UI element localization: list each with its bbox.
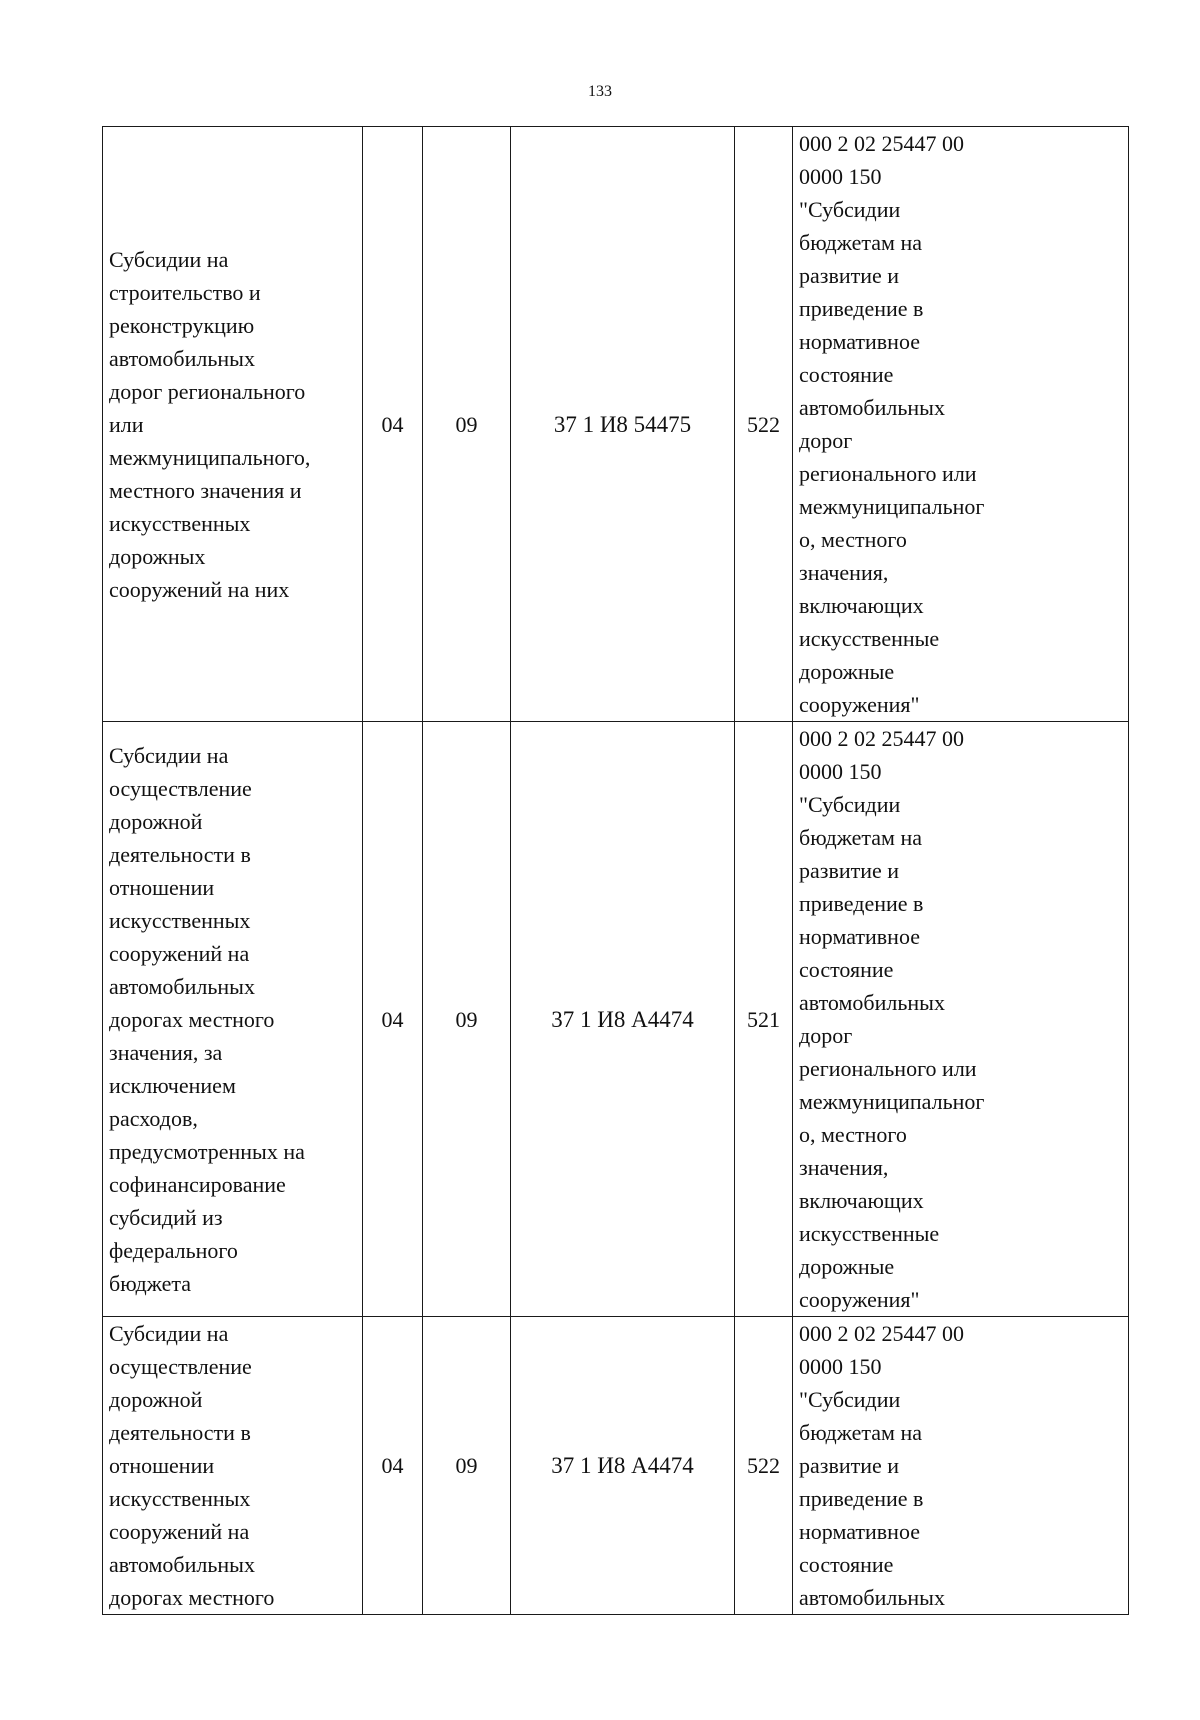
expense-name-line: или (109, 411, 144, 437)
revenue-source-line: 000 2 02 25447 00 (799, 726, 964, 751)
revenue-source-line: сооружения" (799, 692, 920, 717)
expense-name-line: софинансирование (109, 1171, 286, 1197)
revenue-source-line: 000 2 02 25447 00 (799, 1321, 964, 1346)
expense-name-line: значения, за (109, 1039, 223, 1065)
revenue-source-line: нормативное (799, 329, 920, 354)
expense-name-line: дорогах местного (109, 1006, 275, 1032)
expense-name-cell (103, 1317, 363, 1615)
revenue-source-line: нормативное (799, 924, 920, 949)
expense-name-line: межмуниципального, (109, 444, 311, 470)
expense-name-line: дорожной (109, 808, 203, 834)
expense-name-line: отношении (109, 874, 215, 900)
expense-name-line: реконструкцию (109, 312, 255, 338)
revenue-source-line: дорог (799, 428, 853, 453)
revenue-source-line: включающих (799, 593, 924, 618)
expense-name-line: осуществление (109, 775, 252, 801)
revenue-source-line: о, местного (799, 1122, 907, 1147)
section-code-cell: 04 (363, 722, 423, 1317)
expense-name-line: отношении (109, 1453, 215, 1478)
target-article-cell: 37 1 И8 54475 (511, 127, 735, 722)
subsection-code-cell: 09 (423, 1317, 511, 1615)
expense-name-line: искусственных (109, 1486, 251, 1511)
table-row (103, 722, 1129, 1317)
expense-name-line: Субсидии на (109, 742, 229, 768)
revenue-source-line: регионального или (799, 1056, 977, 1081)
page-number: 133 (588, 83, 612, 100)
expense-name-line: исключением (109, 1072, 236, 1098)
expense-name-cell (103, 127, 363, 722)
revenue-source-line: автомобильных (799, 395, 945, 420)
section-code-cell: 04 (363, 127, 423, 722)
revenue-source-line: межмуниципальног (799, 494, 985, 519)
expense-name-line: осуществление (109, 1354, 252, 1379)
revenue-source-line: состояние (799, 1552, 894, 1577)
expense-type-cell: 522 (735, 1317, 793, 1615)
revenue-source-line: приведение в (799, 1486, 924, 1511)
revenue-source-line: развитие и (799, 1453, 900, 1478)
revenue-source-line: состояние (799, 957, 894, 982)
expense-name-line: сооружений на них (109, 576, 290, 602)
expense-name-line: федерального (109, 1237, 238, 1263)
expense-type-cell: 521 (735, 722, 793, 1317)
target-article-cell: 37 1 И8 А4474 (511, 1317, 735, 1615)
revenue-source-line: приведение в (799, 891, 924, 916)
subsection-code-cell: 09 (423, 127, 511, 722)
revenue-source-line: автомобильных (799, 990, 945, 1015)
revenue-source-line: развитие и (799, 858, 900, 883)
revenue-source-line: 0000 150 (799, 1354, 882, 1379)
expense-name-line: автомобильных (109, 973, 255, 999)
revenue-source-line: значения, (799, 1155, 889, 1180)
revenue-source-line: 0000 150 (799, 759, 882, 784)
target-article-cell: 37 1 И8 А4474 (511, 722, 735, 1317)
revenue-source-line: развитие и (799, 263, 900, 288)
subsection-code-cell: 09 (423, 722, 511, 1317)
expense-name-line: сооружений на (109, 1519, 250, 1544)
revenue-source-line: бюджетам на (799, 1420, 922, 1445)
revenue-source-line: искусственные (799, 626, 940, 651)
revenue-source-line: значения, (799, 560, 889, 585)
revenue-source-line: бюджетам на (799, 825, 922, 850)
expense-name-line: бюджета (109, 1270, 192, 1296)
revenue-source-cell (793, 127, 1129, 722)
revenue-source-line: дорожные (799, 1254, 895, 1279)
table-row (103, 1317, 1129, 1615)
revenue-source-line: нормативное (799, 1519, 920, 1544)
expense-name-line: местного значения и (109, 477, 302, 503)
expense-name-line: расходов, (109, 1105, 198, 1131)
expense-name-line: Субсидии на (109, 1321, 229, 1346)
budget-table (102, 126, 1129, 1615)
revenue-source-line: бюджетам на (799, 230, 922, 255)
expense-name-line: дорожной (109, 1387, 203, 1412)
revenue-source-line: приведение в (799, 296, 924, 321)
expense-name-line: Субсидии на (109, 246, 229, 272)
revenue-source-cell (793, 722, 1129, 1317)
expense-name-line: автомобильных (109, 1552, 255, 1577)
expense-name-line: автомобильных (109, 345, 255, 371)
revenue-source-line: сооружения" (799, 1287, 920, 1312)
table-body (103, 127, 1129, 1615)
expense-name-line: дорог регионального (109, 378, 306, 404)
revenue-source-line: межмуниципальног (799, 1089, 985, 1114)
expense-name-line: предусмотренных на (109, 1138, 305, 1164)
revenue-source-line: 0000 150 (799, 164, 882, 189)
section-code-cell: 04 (363, 1317, 423, 1615)
expense-name-line: субсидий из (109, 1204, 223, 1230)
revenue-source-line: "Субсидии (799, 1387, 901, 1412)
revenue-source-cell (793, 1317, 1129, 1615)
table-row (103, 127, 1129, 722)
expense-name-line: дорожных (109, 543, 206, 569)
revenue-source-line: искусственные (799, 1221, 940, 1246)
expense-type-cell: 522 (735, 127, 793, 722)
expense-name-line: строительство и (109, 279, 261, 305)
revenue-source-line: дорог (799, 1023, 853, 1048)
revenue-source-line: о, местного (799, 527, 907, 552)
expense-name-cell (103, 722, 363, 1317)
revenue-source-line: регионального или (799, 461, 977, 486)
expense-name-line: искусственных (109, 510, 251, 536)
expense-name-line: деятельности в (109, 841, 251, 867)
expense-name-line: деятельности в (109, 1420, 251, 1445)
expense-name-line: дорогах местного (109, 1585, 275, 1610)
revenue-source-line: "Субсидии (799, 792, 901, 817)
expense-name-line: сооружений на (109, 940, 250, 966)
revenue-source-line: "Субсидии (799, 197, 901, 222)
revenue-source-line: дорожные (799, 659, 895, 684)
expense-name-line: искусственных (109, 907, 251, 933)
revenue-source-line: 000 2 02 25447 00 (799, 131, 964, 156)
revenue-source-line: автомобильных (799, 1585, 945, 1610)
revenue-source-line: включающих (799, 1188, 924, 1213)
revenue-source-line: состояние (799, 362, 894, 387)
